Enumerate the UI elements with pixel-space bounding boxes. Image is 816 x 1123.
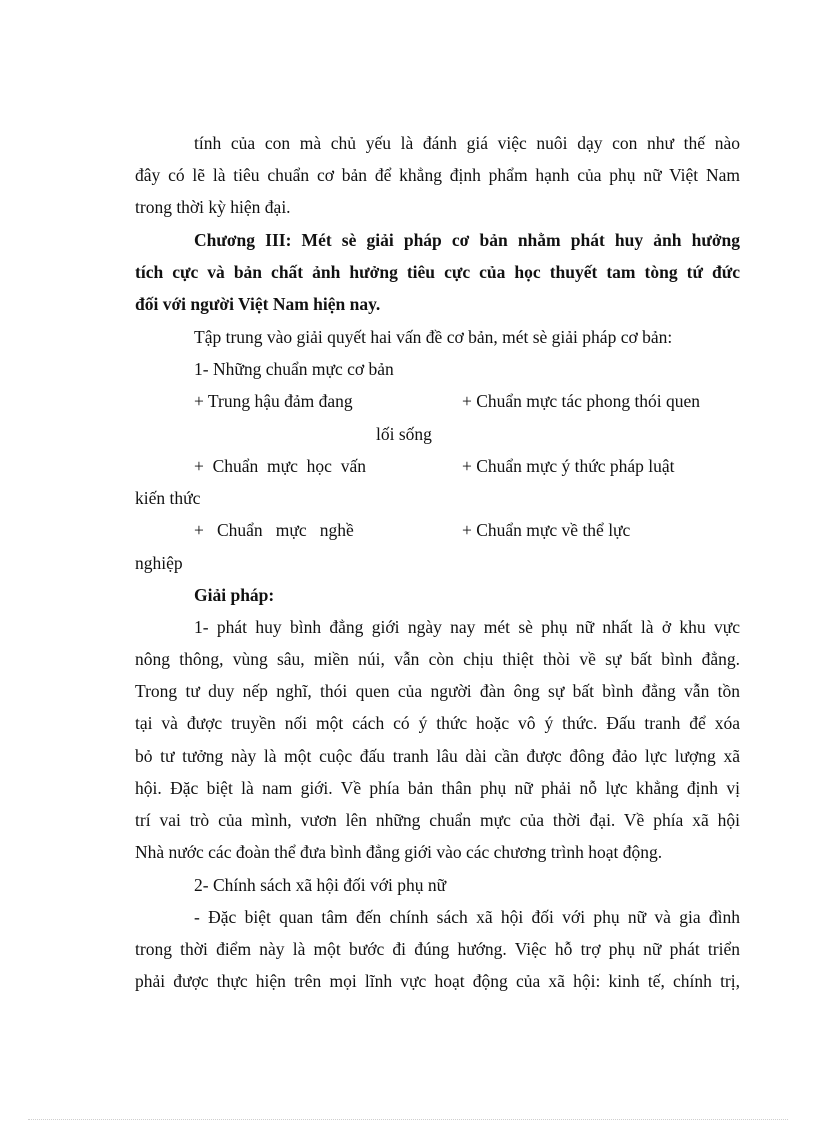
standard-item-continuation: lối sống (376, 424, 432, 444)
standard-item: + Chuẩn mực về thể lực (462, 520, 631, 540)
standard-item: + Chuẩn mực học vấn (194, 456, 366, 476)
paragraph-line: bỏ tư tưởng này là một cuộc đấu tranh lâu dài cần được đông đảo lực lượng xã (135, 746, 740, 766)
standard-item: + Chuẩn mực tác phong thói quen (462, 391, 701, 411)
paragraph-line: tại và được truyền nối một cách có ý thức hoặc vô ý thức. Đấu tranh để xóa (135, 713, 740, 733)
paragraph-line: Nhà nước các đoàn thể đưa bình đẳng giới vào các chương trình hoạt động. (135, 842, 663, 862)
chapter-heading: Chương III: Mét sè giải pháp cơ bản nhằm phát huy ảnh hưởng (194, 230, 740, 250)
intro-text: Tập trung vào giải quyết hai vấn đề cơ bản, mét sè giải pháp cơ bản: (194, 327, 673, 347)
paragraph-line: tính của con mà chủ yếu là đánh giá việc nuôi dạy con như thế nào (194, 133, 740, 153)
standards-title: 1- Những chuẩn mực cơ bản (194, 359, 394, 379)
paragraph-line: nông thông, vùng sâu, miền núi, vẫn còn chịu thiệt thòi về sự bất bình đẳng. (135, 649, 740, 669)
solutions-heading: Giải pháp: (194, 585, 275, 605)
paragraph-line: phải được thực hiện trên mọi lĩnh vực hoạt động của xã hội: kinh tế, chính trị, (135, 971, 740, 991)
paragraph-line: Trong tư duy nếp nghĩ, thói quen của người đàn ông sự bất bình đẳng vẫn tồn (135, 681, 740, 701)
paragraph-line: trí vai trò của mình, vươn lên những chuẩn mực của thời đại. Về phía xã hội (135, 810, 740, 830)
solution-item-title: 2- Chính sách xã hội đối với phụ nữ (194, 875, 447, 895)
paragraph-line: 1- phát huy bình đẳng giới ngày nay mét sè phụ nữ nhất là ở khu vực (194, 617, 740, 637)
standard-item-continuation: nghiệp (135, 553, 183, 573)
page-bottom-rule (28, 1119, 788, 1120)
standard-item: + Trung hậu đảm đang (194, 391, 353, 411)
standard-item-continuation: kiến thức (135, 488, 201, 508)
paragraph-line: trong thời kỳ hiện đại. (135, 197, 291, 217)
chapter-heading: tích cực và bản chất ảnh hưởng tiêu cực của học thuyết tam tòng tứ đức (135, 262, 740, 282)
standard-item: + Chuẩn mực nghề (194, 520, 354, 540)
chapter-heading: đối với người Việt Nam hiện nay. (135, 294, 381, 314)
paragraph-line: trong thời điểm này là một bước đi đúng hướng. Việc hỗ trợ phụ nữ phát triển (135, 939, 740, 959)
paragraph-line: - Đặc biệt quan tâm đến chính sách xã hội đối với phụ nữ và gia đình (194, 907, 740, 927)
paragraph-line: hội. Đặc biệt là nam giới. Về phía bản thân phụ nữ phải nỗ lực khẳng định vị (135, 778, 740, 798)
paragraph-line: đây có lẽ là tiêu chuẩn cơ bản để khẳng định phẩm hạnh của phụ nữ Việt Nam (135, 165, 740, 185)
standard-item: + Chuẩn mực ý thức pháp luật (462, 456, 675, 476)
